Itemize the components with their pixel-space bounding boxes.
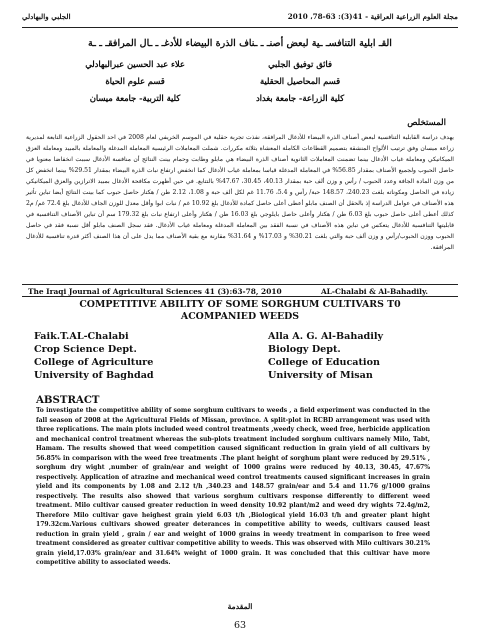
author-name: Alla A. G. Al-Bahadily bbox=[268, 331, 384, 342]
page-number: 63 bbox=[233, 620, 247, 631]
arabic-author-2 bbox=[50, 56, 220, 107]
author-dept: Crop Science Dept. bbox=[34, 344, 137, 355]
author-name: فائق توفيق الجلبي bbox=[268, 59, 332, 69]
author-university: University of Misan bbox=[268, 370, 373, 381]
author-college: College of Agriculture bbox=[34, 357, 154, 368]
arabic-author-1 bbox=[215, 56, 385, 107]
author-university: University of Baghdad bbox=[34, 370, 154, 381]
english-title-line-1: COMPETITIVE ABILITY OF SOME SORGHUM CULTIVARS T0 bbox=[79, 299, 401, 310]
arabic-abstract-body: يهدف دراسة القابلية التنافسية لبعض أصناف الذرة البيضاء للأدغال المرافقة، نفذت تجربة حقلية في الموسم الخريفي لعام 2008 في احد الحقول الزراعية التابعة لمديرية زراعة ميسان وفق ترتيب الألواح المنشقة بتصميم القطاعات الكاملة المعشاة بثلاثة مكررات. شملت المعاملات الرئيسية المعاملة المدغلة والمعاملة بالمبيد ومعاملة العزق الميكانيكي ومعاملة غياب الأدغال بينما تضمنت المعاملات الثانوية أصناف الذرة البيضاء هي مابلو وطابت وحمام بينت النتائج أن منافسة الأدغال سببت انخفاضا معنويا في حاصل الحبوب ولجميع الأصناف بمقدار 56.85% في المعاملة المدغلة قياسا بمعاملة غياب الأدغال كما انخفض ارتفاع نبات الذرة البيضاء بمقدار 29.51% بينما انخفض كل من وزن المادة الجافة وعدد الحبوب / رأس و وزن ألف حبة بمقدار 40.13، 30.45، 47.67% بالتتابع. في حين أظهرت مكافحة الأدغال بمبيد الاترازين والعزق الميكانيكي زيادة في الحاصل ومكوناته بلغت 240.23، 148.57 حبة/ رأس و 5.4، 11.76 غم لكل ألف حبة و 1.08، 2.12 طن / هكتار حاصل حبوب كما بينت النتائج أيضا تباين تأثير هذه الأصناف في عوامل الدراسة إذ بالحقل أن الصنف مابلو أعطى أعلى حاصل كمادة للأدغال بلغ 10.92 غم / نبات ابوا وأقل معدل للوزن الجاف للأدغال بلغ 72.4 غم/ م2 كذلك أعطى أعلى حاصل حبوب بلغ 6.03 طن / هكتار وأعلى حاصل بايلوجي بلغ 16.03 طن / هكتار وأعلى ارتفاع نبات بلغ 179.32 سم أن تباين الأصناف التنافسية في قابليتها التنافسية للأدغال يتعكس في تباين هذه الأصناف في نسبة الفقد بين المعاملة المدغلة ومعاملة غياب الأدغال. فقد سجل الصنف مابلو أقل نسبة فقد في حاصل الحبوب ووزن الحبوب/رأس و وزن ألف حبة والتي بلغت 30.21% و 17.03% و 31.64% مقارنة مع بقية الأصناف مما يدل على أن هذا الصنف أكثر قدرة تنافسية للأدغال المرافقة. bbox=[26, 134, 454, 252]
author-college: كلية الزراعة- جامعة بغداد bbox=[255, 93, 345, 103]
journal-citation-en: The Iraqi Journal of Agricultural Sciences 41 (3):63-78, 2010 bbox=[28, 287, 282, 296]
running-header-arabic bbox=[22, 12, 458, 26]
author-dept: قسم علوم الحياة bbox=[105, 76, 165, 86]
author-name: علاء عبد الحسين عبرالبهادلي bbox=[85, 59, 185, 69]
english-author-2 bbox=[268, 330, 468, 382]
running-authors-ar: الجلبي والبهادلي bbox=[22, 12, 71, 21]
english-title bbox=[30, 299, 450, 323]
author-dept: Biology Dept. bbox=[268, 344, 341, 355]
english-author-1 bbox=[34, 330, 194, 382]
section-rule bbox=[22, 284, 458, 285]
header-rule bbox=[22, 27, 458, 28]
english-abstract-body: To investigate the competitive ability of some sorghum cultivars to weeds , a field experiment was conducted in the fall season of 2008 at the Agricultural Fields of Missan, province. A split-plot in RCBD arrangement was used with three replications. The main plots included weed control treatments ,weedy check, weed free, herbicide application and mechanical control treatment whereas the sub-plots treatment included sorghum cultivars namely Milo, Tabt, Hamam. The results showed that weed competition caused significant reduction in grain yield of all cultivars by 56.85% in comparison with the weed free treatments .The plant height of sorghum plant were reduced by 29.51% , sorghum dry wight ,number of grain/ear and weight of 1000 grains were reduced by 40.13, 30.45, 47.67% respectively. Application of atrazine and mechanical weed control treatments caused significant increases in grain yield and its components by 1.08 and 2.12 t/h ,340.23 and 148.57 grain/ear and 5.4 and 11.76 g/1000 grains respectively. The results also showed that various sorghum cultivars response differently to different weed treatment. Milo cultivar caused greater reduction in weed density 10.92 plant/m2 and weed dry wights 72.4g/m2, Therefore Milo cultivar gave heighest grain yield 6.03 t/h ,Biological yield 16.03 t/h and greater plant hight 179.32cm.Various cultivars showed greater deterances in competitive ability to weeds, cultivars caused least reduction in grain yield , grain / ear and weight of 1000 grains in weedy treatment in comparison to free weed treatment considered as greater cultivar competitive ability to weeds. This was observed with Milo cultivars 30.21% grain yield,17.03% grain/ear and 31.64% weight of 1000 grain. It was concluded that this cultivar have more competitive ability to associated weeds. bbox=[36, 407, 430, 566]
introduction-heading: المقدمة bbox=[227, 602, 253, 611]
section-rule-2 bbox=[22, 296, 458, 297]
author-dept: قسم المحاصيل الحقلية bbox=[259, 76, 341, 86]
journal-citation-ar: مجلة العلوم الزراعية العراقية - 41(3): 63-78، 2010 bbox=[287, 12, 458, 21]
arabic-title: القـ ابلية التنافسـ ـية لبعض أصنـ ـ ـناف الذرة البيضاء للأدغـ ـ ـال المرافقـ ـ ـة bbox=[88, 38, 392, 49]
english-abstract-heading: ABSTRACT bbox=[36, 394, 100, 406]
running-authors-en: AL-Chalabi & Al-Bahadily. bbox=[320, 287, 428, 296]
author-name: Faik.T.AL-Chalabi bbox=[34, 331, 129, 342]
author-college: كلية التربية- جامعة ميسان bbox=[89, 93, 181, 103]
arabic-abstract-heading: المستخلص bbox=[407, 118, 446, 128]
author-college: College of Education bbox=[268, 357, 380, 368]
english-title-line-2: ACOMPANIED WEEDS bbox=[180, 311, 300, 322]
